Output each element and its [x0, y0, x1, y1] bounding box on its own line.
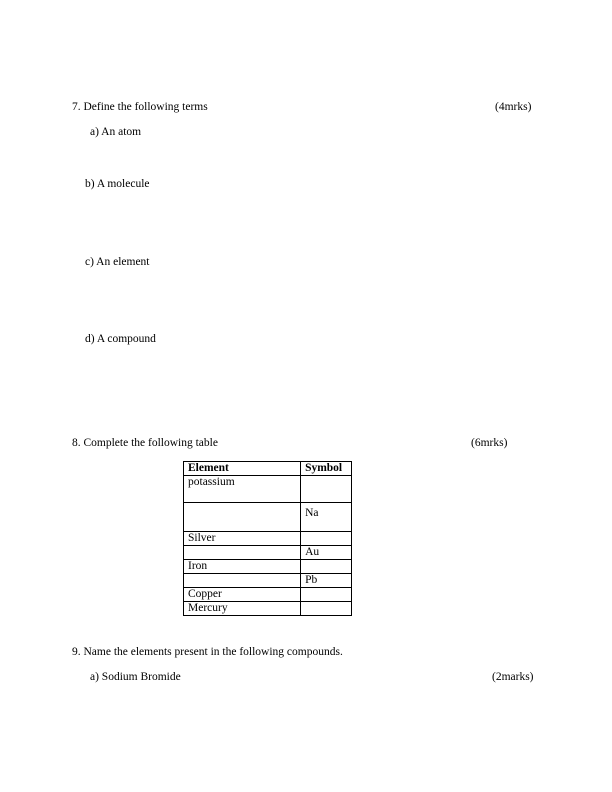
question-7-title: 7. Define the following terms: [72, 101, 208, 113]
question-7-part-b: b) A molecule: [85, 178, 150, 190]
question-9-part-a: a) Sodium Bromide: [90, 671, 181, 683]
element-cell: [184, 503, 301, 532]
header-symbol: Symbol: [301, 462, 352, 476]
symbol-cell: Au: [301, 546, 352, 560]
element-cell: [184, 546, 301, 560]
table-row: [184, 588, 352, 602]
symbol-cell: Na: [301, 503, 352, 532]
symbol-cell: [301, 476, 352, 503]
table-row: [184, 546, 352, 560]
table-row: [184, 602, 352, 616]
symbol-cell: [301, 532, 352, 546]
symbol-cell: [301, 602, 352, 616]
element-cell: Copper: [184, 588, 301, 602]
question-7-part-d: d) A compound: [85, 333, 156, 345]
table-row: [184, 532, 352, 546]
symbol-cell: Pb: [301, 574, 352, 588]
question-7-marks: (4mrks): [495, 101, 532, 113]
symbol-cell: [301, 560, 352, 574]
table-row: [184, 574, 352, 588]
question-8-marks: (6mrks): [471, 437, 508, 449]
table-row: [184, 560, 352, 574]
element-cell: Mercury: [184, 602, 301, 616]
element-symbol-table: [183, 461, 352, 616]
symbol-cell: [301, 588, 352, 602]
question-7-part-a: a) An atom: [90, 126, 142, 138]
table-row: [184, 476, 352, 503]
table-header-row: [184, 462, 352, 476]
question-7-part-c: c) An element: [85, 256, 150, 268]
question-9-title: 9. Name the elements present in the following compounds.: [72, 646, 343, 658]
table-row: [184, 503, 352, 532]
element-cell: potassium: [184, 476, 301, 503]
question-8-title: 8. Complete the following table: [72, 437, 218, 449]
question-9-part-a-marks: (2marks): [492, 671, 534, 683]
element-cell: Iron: [184, 560, 301, 574]
element-cell: Silver: [184, 532, 301, 546]
header-element: Element: [184, 462, 301, 476]
element-cell: [184, 574, 301, 588]
